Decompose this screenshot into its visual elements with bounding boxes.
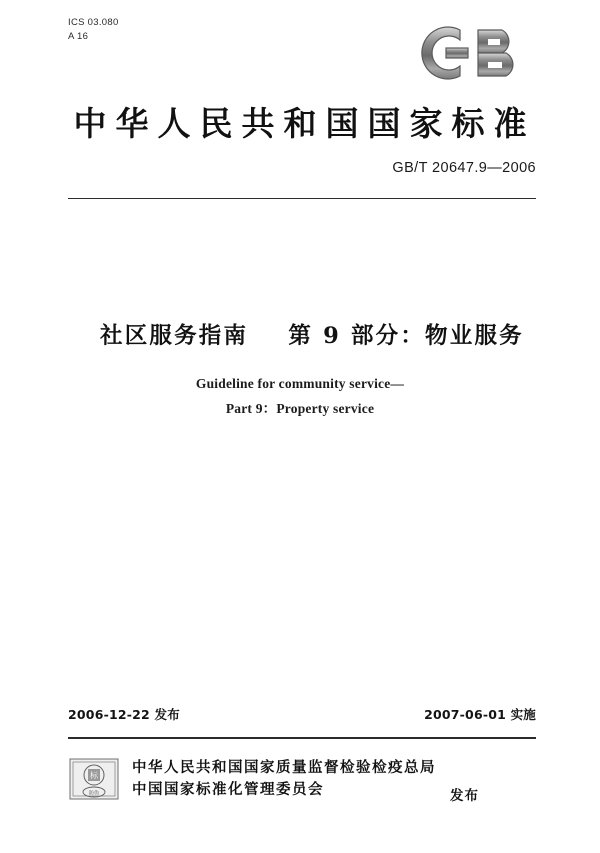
bottom-divider — [68, 737, 536, 739]
publisher-line-2: 中国国家标准化管理委员会 — [132, 781, 324, 798]
publisher-names — [132, 757, 436, 801]
official-seal-icon — [68, 753, 120, 805]
classification-code: A 16 — [68, 30, 89, 42]
svg-text:标: 标 — [90, 771, 98, 780]
document-title-english-line-1: Guideline for community service— — [195, 376, 405, 391]
national-standard-heading: 中华人民共和国国家标准 — [73, 104, 536, 143]
svg-text:防伪: 防伪 — [88, 790, 100, 797]
document-title-english — [0, 372, 600, 422]
ics-code: ICS 03.080 — [68, 17, 119, 28]
dates-row — [68, 705, 536, 723]
standard-number: GB/T 20647.9—2006 — [392, 160, 536, 176]
effective-date: 2007-06-01 实施 — [424, 707, 536, 722]
issue-date: 2006-12-22 发布 — [68, 707, 180, 722]
document-title-chinese: 社区服务指南 第 9 部分：物业服务 — [100, 323, 524, 349]
document-title-english-line-2: Part 9：Property service — [225, 400, 375, 416]
publisher-block — [68, 748, 536, 810]
ics-code-block — [68, 16, 119, 44]
publisher-issue-label: 发布 — [450, 788, 479, 804]
gb-emblem-icon — [416, 18, 536, 88]
top-divider — [68, 198, 536, 199]
publisher-line-1: 中华人民共和国国家质量监督检验检疫总局 — [132, 759, 436, 777]
